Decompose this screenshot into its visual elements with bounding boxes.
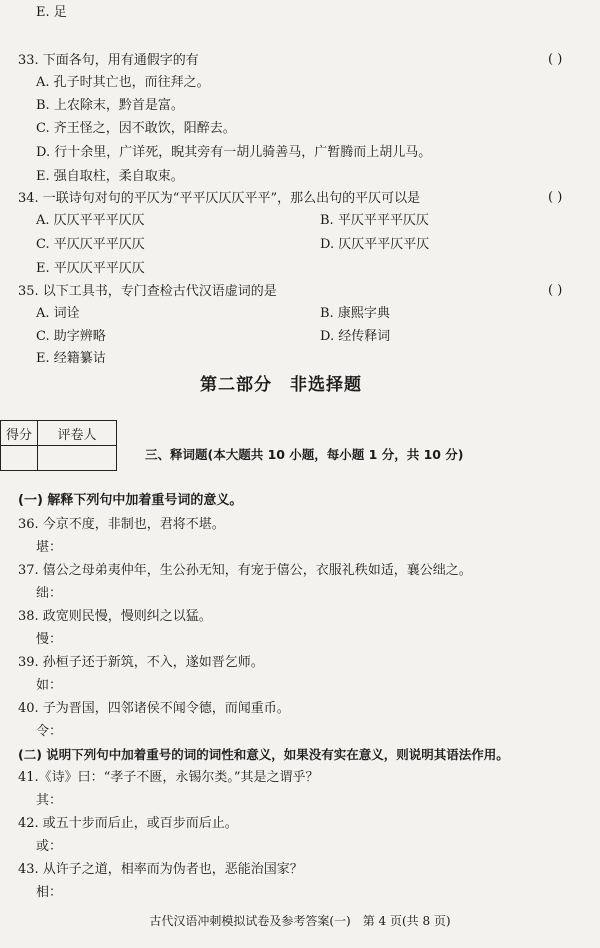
sub-part-one-heading: (一) 解释下列句中加着重号词的意义。 [18, 493, 243, 508]
q34-stem: 34. 一联诗句对句的平仄为“平平仄仄仄平平”，那么出句的平仄可以是 [18, 191, 421, 206]
q35-option-b: B. 康熙字典 [320, 306, 390, 321]
q34-option-c: C. 平仄仄平平仄仄 [36, 237, 145, 252]
q36-answer-label: 堪： [36, 540, 63, 555]
q33-answer-paren: ( ) [548, 52, 563, 67]
grader-cell [38, 446, 117, 471]
q42-answer-label: 或： [36, 839, 63, 854]
q33-stem: 33. 下面各句，用有通假字的有 [18, 53, 199, 68]
score-cell [1, 446, 38, 471]
q33-option-b: B. 上农除末，黔首是富。 [36, 98, 184, 113]
grader-header: 评卷人 [38, 421, 117, 446]
q37-sentence: 37. 僖公之母弟夷仲年，生公孙无知，有宠于僖公，衣服礼秩如适，襄公绌之。 [18, 563, 472, 578]
q33-option-a: A. 孔子时其亡也，而往拜之。 [36, 75, 210, 90]
sub-part-two-heading: (二) 说明下列句中加着重号的词的词性和意义，如果没有实在意义，则说明其语法作用。 [18, 747, 509, 762]
score-header: 得分 [1, 421, 38, 446]
q40-answer-label: 令： [36, 724, 63, 739]
q40-sentence: 40. 子为晋国，四邻诸侯不闻令德，而闻重币。 [18, 701, 290, 716]
q39-answer-label: 如： [36, 678, 63, 693]
q43-sentence: 43. 从许子之道，相率而为伪者也，恶能治国家？ [18, 862, 303, 877]
q36-sentence: 36. 今京不度，非制也，君将不堪。 [18, 517, 225, 532]
score-table [0, 420, 117, 471]
q43-answer-label: 相： [36, 885, 63, 900]
q34-option-a: A. 仄仄平平平仄仄 [36, 213, 145, 228]
q33-option-d: D. 行十余里，广详死，睨其旁有一胡儿骑善马，广暂腾而上胡儿马。 [36, 145, 432, 160]
q32-option-e: E. 足 [36, 5, 67, 20]
part-two-title: 第二部分 非选择题 [200, 375, 362, 395]
q35-stem: 35. 以下工具书，专门查检古代汉语虚词的是 [18, 284, 277, 299]
q33-option-e: E. 强自取柱，柔自取束。 [36, 169, 184, 184]
q42-sentence: 42. 或五十步而后止，或百步而后止。 [18, 816, 238, 831]
q38-sentence: 38. 政宽则民慢，慢则纠之以猛。 [18, 609, 212, 624]
q34-option-b: B. 平仄平平平仄仄 [320, 213, 429, 228]
section-three-heading: 三、释词题(本大题共 10 小题，每小题 1 分，共 10 分) [145, 447, 464, 462]
page-footer: 古代汉语冲刺模拟试卷及参考答案(一) 第 4 页(共 8 页) [149, 914, 451, 928]
q33-option-c: C. 齐王怪之，因不敢饮，阳醉去。 [36, 121, 236, 136]
q41-answer-label: 其： [36, 793, 63, 808]
q35-answer-paren: ( ) [548, 283, 563, 298]
q37-answer-label: 绌： [36, 586, 63, 601]
q38-answer-label: 慢： [36, 632, 63, 647]
q35-option-d: D. 经传释词 [320, 329, 391, 344]
q39-sentence: 39. 孙桓子还于新筑，不入，遂如晋乞师。 [18, 655, 264, 670]
q34-option-e: E. 平仄仄平平仄仄 [36, 261, 145, 276]
q35-option-e: E. 经籍纂诂 [36, 351, 106, 366]
q35-option-c: C. 助字辨略 [36, 329, 106, 344]
q41-sentence: 41.《诗》曰：“孝子不匮，永锡尔类。”其是之谓乎？ [18, 770, 319, 785]
q34-option-d: D. 仄仄平平仄平仄 [320, 237, 430, 252]
q35-option-a: A. 词诠 [36, 306, 80, 321]
q34-answer-paren: ( ) [548, 190, 563, 205]
